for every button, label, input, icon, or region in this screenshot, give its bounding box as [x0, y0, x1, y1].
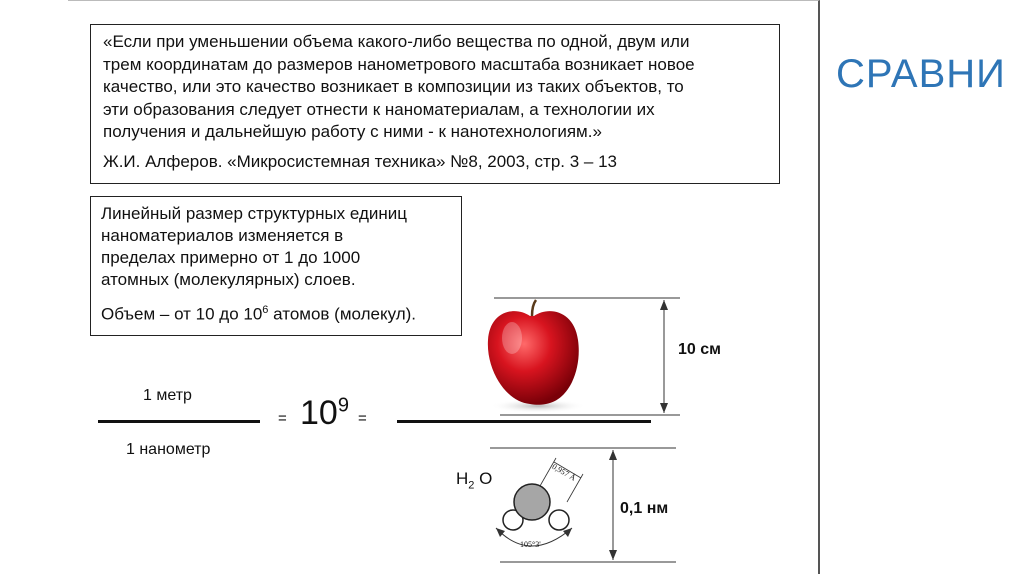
- volume-prefix: Объем – от 10 до 10: [101, 304, 263, 324]
- bond-angle-label: 105°3': [520, 540, 541, 549]
- quote-line: качество, или это качество возникает в композиции из таких объектов, то: [103, 77, 684, 96]
- formula-h: H: [456, 469, 469, 488]
- size-line: наноматериалов изменяется в: [101, 226, 344, 245]
- apple-dimension-lines: [490, 292, 690, 422]
- fraction-bar: [98, 420, 260, 423]
- quote-line: получения и дальнейшую работу с ними - к нанотехнологиям.»: [103, 122, 602, 141]
- power-base: 10: [300, 394, 338, 432]
- equals-sign-right: =: [358, 410, 367, 427]
- quote-citation: Ж.И. Алферов. «Микросистемная техника» №8, 2003, стр. 3 – 13: [103, 151, 617, 171]
- size-line: атомных (молекулярных) слоев.: [101, 270, 356, 289]
- power-of-ten: [300, 394, 349, 433]
- side-title: СРАВНИ: [836, 52, 1006, 96]
- formula-subscript: 2: [468, 479, 475, 492]
- fraction-numerator: 1 метр: [143, 387, 192, 404]
- quote-line: трем координатам до размеров нанометрового масштаба возникает новое: [103, 54, 695, 74]
- size-line: Линейный размер структурных единиц: [101, 204, 408, 223]
- size-line: пределах примерно от 1 до 1000: [101, 248, 361, 267]
- size-box: [90, 196, 462, 336]
- quote-line: эти образования следует отнести к наноматериалам, а технологии их: [103, 99, 655, 119]
- bond-length-label: 0,957 Å: [550, 462, 578, 483]
- quote-box: [90, 24, 780, 184]
- formula-o: O: [474, 469, 493, 488]
- fraction-denominator: 1 нанометр: [126, 441, 211, 458]
- volume-exponent: 6: [262, 304, 269, 316]
- power-exponent: 9: [337, 394, 349, 417]
- quote-line: «Если при уменьшении объема какого-либо вещества по одной, двум или: [103, 32, 690, 51]
- equals-sign-left: =: [278, 410, 287, 427]
- volume-suffix: атомов (молекул).: [268, 304, 417, 324]
- apple-size-label: 10 см: [678, 341, 721, 358]
- molecule-size-label: 0,1 нм: [620, 500, 669, 517]
- volume-line: [101, 299, 451, 326]
